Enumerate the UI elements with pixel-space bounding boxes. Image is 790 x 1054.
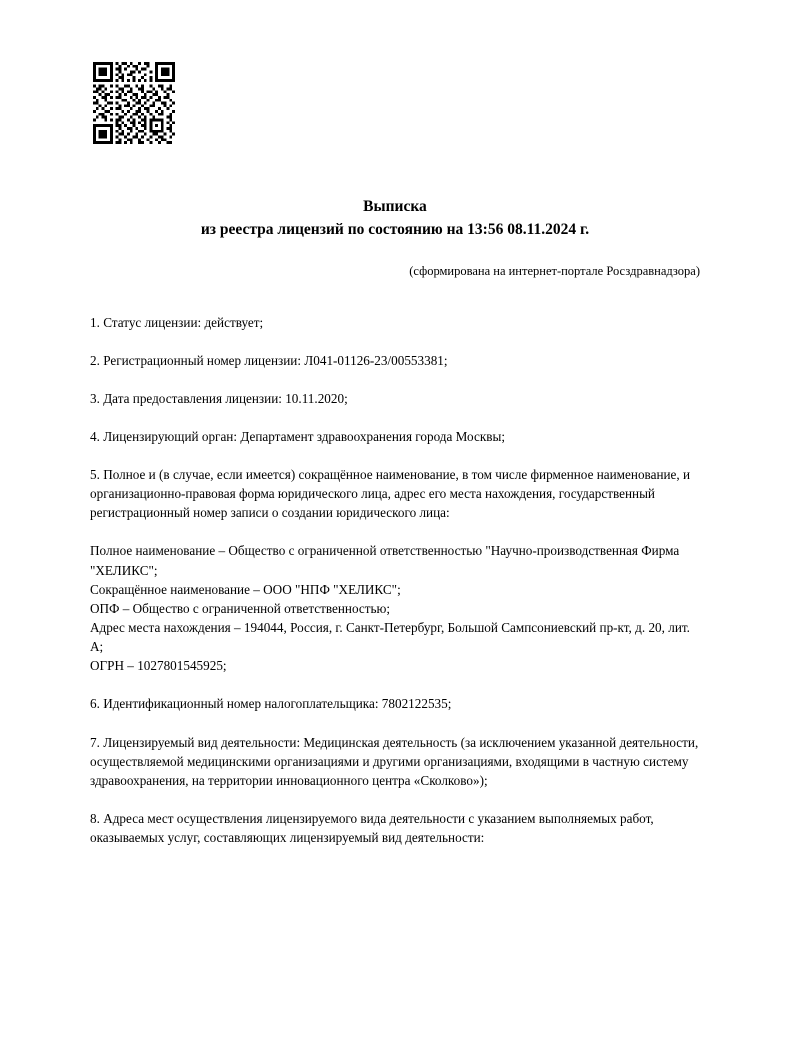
item-activity-addresses: 8. Адреса мест осуществления лицензируемого вида деятельности с указанием выполняемых работ, оказываемых услуг, составляющих лицензируемый вид деятельности: [90, 811, 654, 846]
item-status: 1. Статус лицензии: действует; [90, 314, 264, 330]
entity-details [90, 541, 700, 675]
document-body [90, 313, 700, 848]
item-licensed-activity: 7. Лицензируемый вид деятельности: Медицинская деятельность (за исключением указанной деятельности, осуществляемой медицинскими организациями и другими организациями, входящими в частную систему здравоохранения, на территории инновационного центра «Сколково»); [90, 734, 699, 788]
item-entity-heading: 5. Полное и (в случае, если имеется) сокращённое наименование, в том числе фирменное наименование, и организационно-правовая форма юридического лица, адрес его места нахождения, государственный регистрационный номер записи о создании юридического лица: [90, 467, 691, 521]
item-inn: 6. Идентификационный номер налогоплательщика: 7802122535; [90, 696, 452, 712]
qr-code-image [93, 62, 175, 144]
item-issue-date: 3. Дата предоставления лицензии: 10.11.2020; [90, 390, 348, 406]
entity-short-name: Сокращённое наименование – ООО "НПФ "ХЕЛИКС"; [90, 581, 401, 597]
document-source-note: (сформирована на интернет-портале Росздравнадзора) [409, 263, 700, 278]
document-title-block [90, 0, 700, 242]
entity-address: Адрес места нахождения – 194044, Россия, г. Санкт-Петербург, Большой Сампсониевский пр-кт, д. 20, лит. А; [90, 620, 694, 655]
qr-code [93, 62, 175, 144]
item-licensing-authority: 4. Лицензирующий орган: Департамент здравоохранения города Москвы; [90, 428, 505, 444]
entity-legal-form: ОПФ – Общество с ограниченной ответственностью; [90, 600, 391, 616]
document-subtitle-line: из реестра лицензий по состоянию на 13:56 08.11.2024 г. [200, 221, 590, 239]
item-registration-number: 2. Регистрационный номер лицензии: Л041-01126-23/00553381; [90, 352, 448, 368]
entity-full-name: Полное наименование – Общество с ограниченной ответственностью "Научно-производственная Фирма "ХЕЛИКС"; [90, 543, 683, 578]
entity-ogrn: ОГРН – 1027801545925; [90, 658, 227, 674]
document-title: Выписка [363, 198, 427, 215]
